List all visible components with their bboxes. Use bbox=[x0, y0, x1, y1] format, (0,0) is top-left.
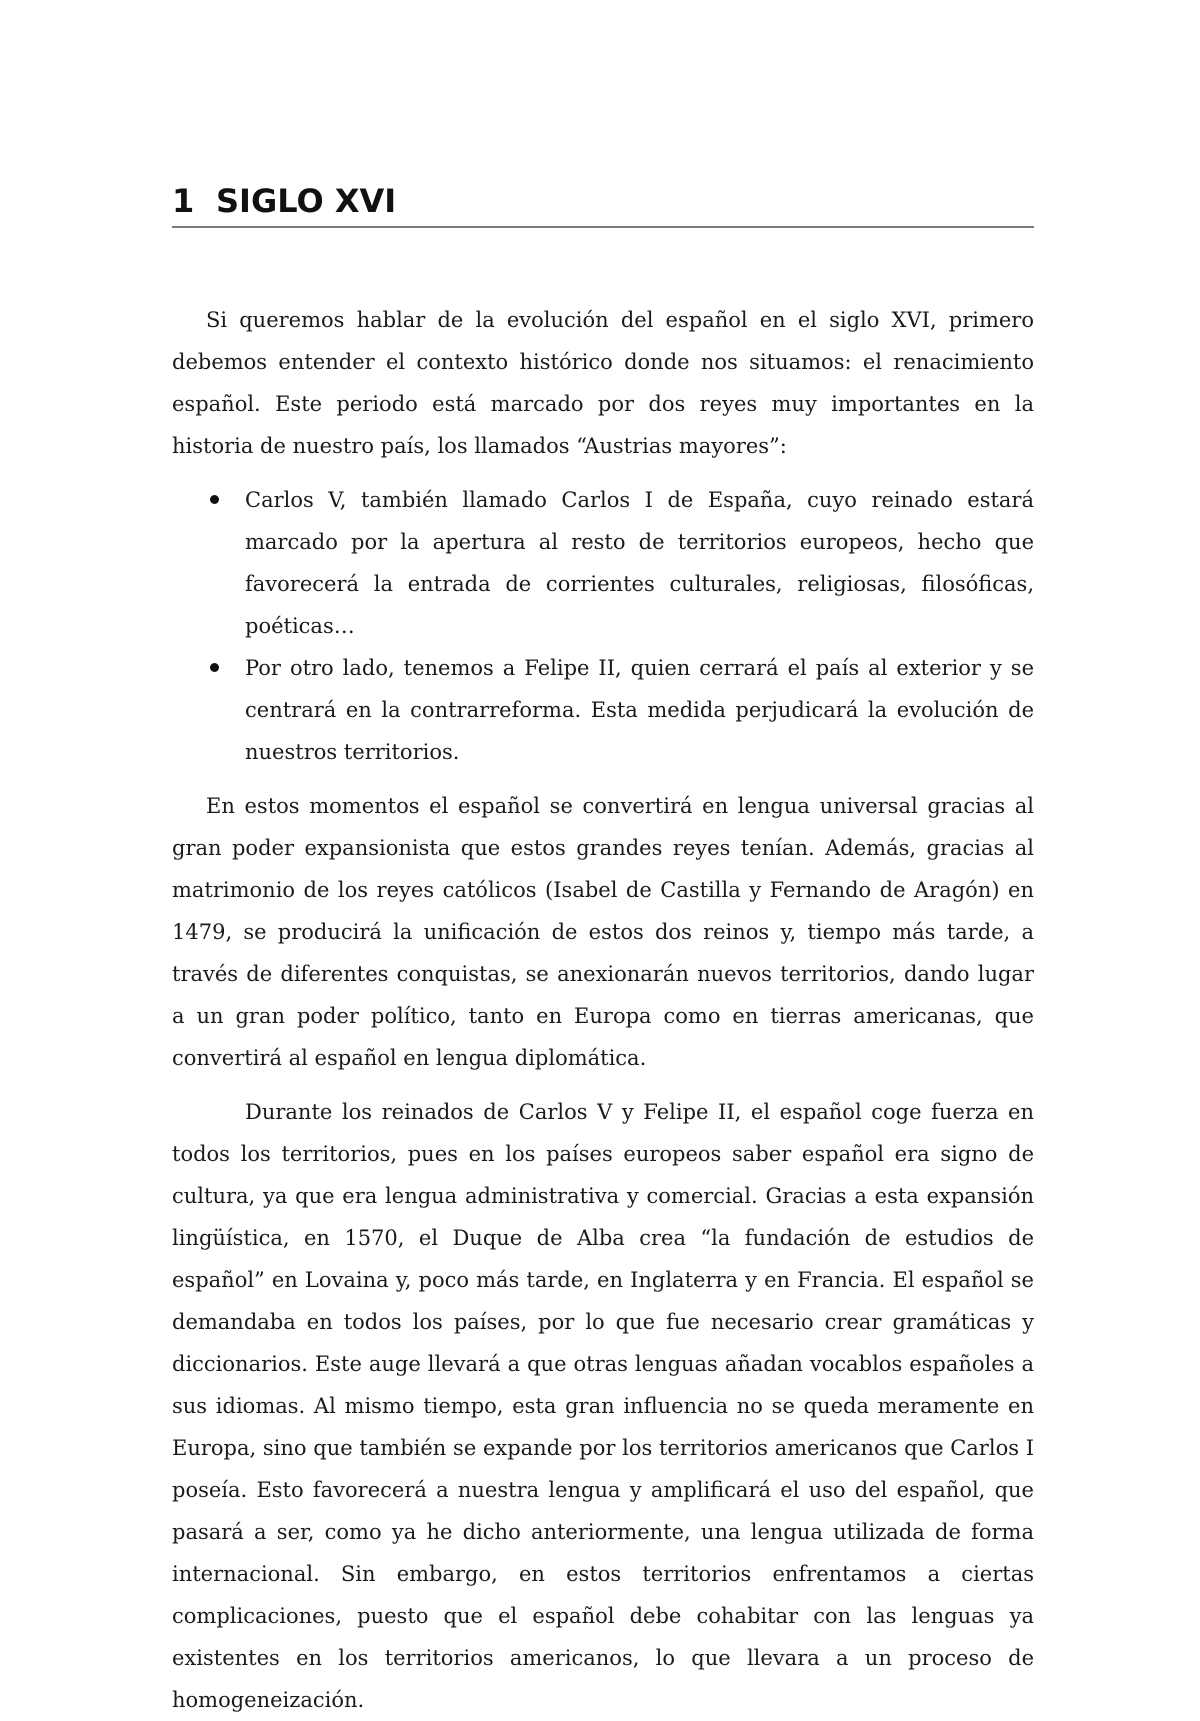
list-item-text: Por otro lado, tenemos a Felipe II, quien cerrará el país al exterior y se centrará en la contrarreforma. Esta medida perjudicará la evolución de nuestros territorios. bbox=[245, 656, 1034, 764]
bullet-icon bbox=[210, 495, 219, 504]
list-item bbox=[172, 479, 1034, 647]
section-number: 1 bbox=[172, 182, 195, 220]
list-item bbox=[172, 647, 1034, 773]
bullet-list bbox=[172, 479, 1034, 773]
paragraph-second: En estos momentos el español se convertirá en lengua universal gracias al gran poder expansionista que estos grandes reyes tenían. Además, gracias al matrimonio de los reyes católicos (Isabel de Castilla y Fernando de Aragón) en 1479, se producirá la unificación de estos dos reinos y, tiempo más tarde, a través de diferentes conquistas, se anexionarán nuevos territorios, dando lugar a un gran poder político, tanto en Europa como en tierras americanas, que convertirá al español en lengua diplomática. bbox=[172, 794, 1034, 1070]
section-title: SIGLO XVI bbox=[216, 182, 397, 220]
document-body bbox=[172, 299, 1034, 1721]
section-heading bbox=[172, 176, 1034, 228]
list-item-text: Carlos V, también llamado Carlos I de España, cuyo reinado estará marcado por la apertura al resto de territorios europeos, hecho que favorecerá la entrada de corrientes culturales, religiosas, filosóficas, poéticas… bbox=[245, 488, 1034, 638]
bullet-icon bbox=[210, 663, 219, 672]
paragraph-intro: Si queremos hablar de la evolución del español en el siglo XVI, primero debemos entender el contexto histórico donde nos situamos: el renacimiento español. Este periodo está marcado por dos reyes muy importantes en la historia de nuestro país, los llamados “Austrias mayores”: bbox=[172, 308, 1034, 458]
paragraph-third: Durante los reinados de Carlos V y Felipe II, el español coge fuerza en todos los territorios, pues en los países europeos saber español era signo de cultura, ya que era lengua administrativa y comercial. Gracias a esta expansión lingüística, en 1570, el Duque de Alba crea “la fundación de estudios de español” en Lovaina y, poco más tarde, en Inglaterra y en Francia. El español se demandaba en todos los países, por lo que fue necesario crear gramáticas y diccionarios. Este auge llevará a que otras lenguas añadan vocablos españoles a sus idiomas. Al mismo tiempo, esta gran influencia no se queda meramente en Europa, sino que también se expande por los territorios americanos que Carlos I poseía. Esto favorecerá a nuestra lengua y amplificará el uso del español, que pasará a ser, como ya he dicho anteriormente, una lengua utilizada de forma internacional. Sin embargo, en estos territorios enfrentamos a ciertas complicaciones, puesto que el español debe cohabitar con las lenguas ya existentes en los territorios americanos, lo que llevara a un proceso de homogeneización. bbox=[172, 1100, 1034, 1712]
